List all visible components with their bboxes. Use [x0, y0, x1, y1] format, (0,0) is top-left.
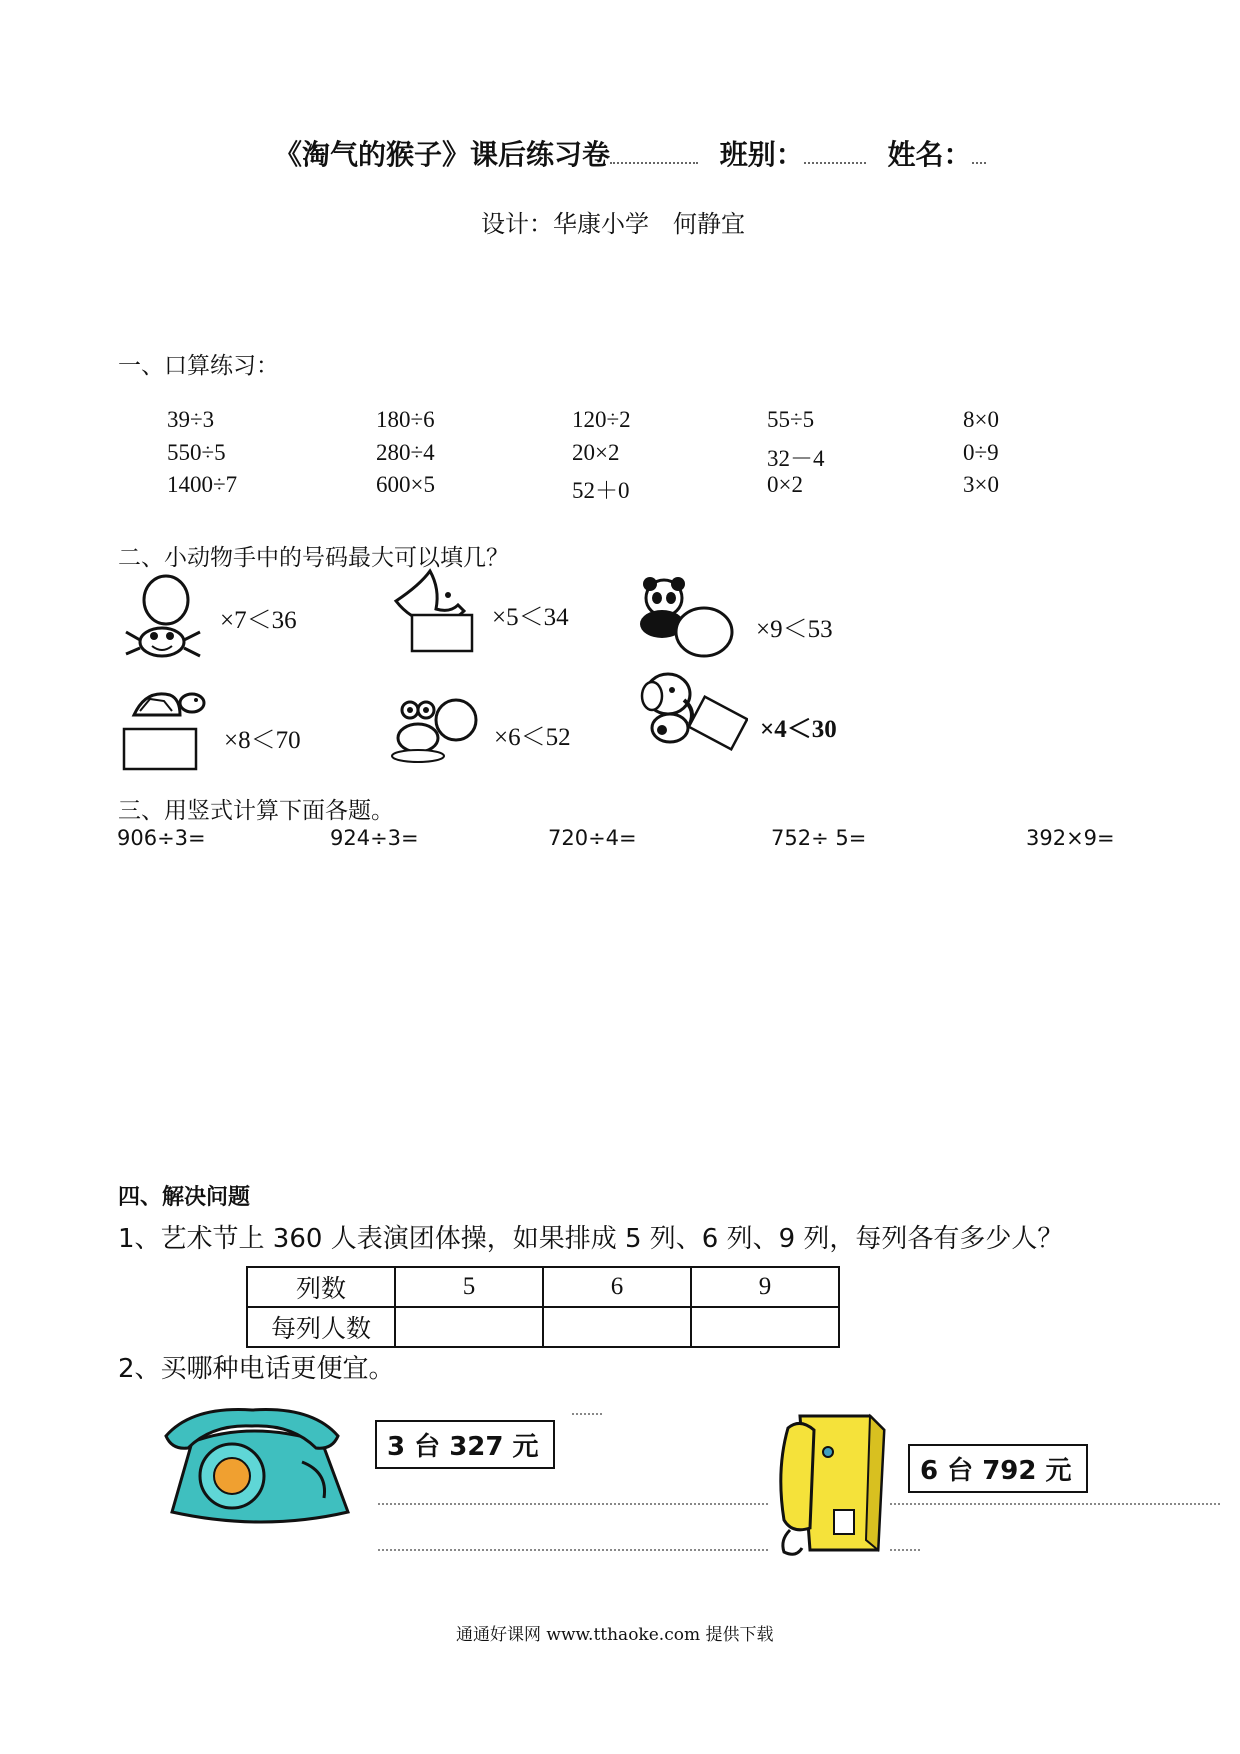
vertical-calc-item: 392×9=: [1026, 826, 1115, 850]
inequality: ×5＜34: [492, 604, 569, 631]
answer-cell: [691, 1307, 839, 1347]
vertical-calc-item: 924÷3=: [330, 826, 419, 850]
section2-heading: 二、小动物手中的号码最大可以填几？: [118, 545, 509, 571]
footer-text: 通通好课网 www.tthaoke.com 提供下载: [456, 1625, 774, 1645]
section3-heading: 三、用竖式计算下面各题。: [118, 798, 394, 824]
designer-line: 设计：华康小学 何静宜: [481, 210, 745, 238]
frog-icon: [390, 696, 480, 764]
rotary-phone-icon: [152, 1402, 356, 1532]
table-cell: 5: [395, 1267, 543, 1307]
calc-item: 55÷5: [767, 407, 815, 432]
inequality: ×6＜52: [494, 724, 571, 751]
class-label: 班别：: [719, 138, 804, 171]
calc-item: 120÷2: [572, 407, 631, 432]
answer-line: [890, 1502, 1220, 1505]
elephant-icon: [638, 670, 748, 770]
inequality: ×4＜30: [760, 716, 837, 743]
question-2: 2、买哪种电话更便宜。: [118, 1354, 395, 1384]
crab-icon: [122, 570, 204, 664]
title-text: 《淘气的猴子》课后练习卷: [274, 138, 611, 171]
table-cell: 9: [691, 1267, 839, 1307]
answer-table: [246, 1266, 840, 1348]
question-1: 1、艺术节上 360 人表演团体操，如果排成 5 列、6 列、9 列，每列各有多少人？: [118, 1224, 1064, 1254]
section4-heading: 四、解决问题: [118, 1185, 251, 1210]
calc-item: 39÷3: [167, 407, 215, 432]
inequality: ×8＜70: [224, 727, 301, 754]
blank-dots: [610, 161, 698, 164]
answer-cell: [543, 1307, 691, 1347]
price-box-2: 6 台 792 元: [908, 1444, 1088, 1493]
calc-item: 550÷5: [167, 440, 226, 465]
vertical-calc-item: 906÷3=: [117, 826, 206, 850]
calc-item: 0×2: [767, 472, 803, 497]
answer-line: [572, 1412, 602, 1415]
calc-item: 8×0: [963, 407, 999, 432]
vertical-calc-item: 720÷4=: [548, 826, 637, 850]
calc-item: 20×2: [572, 440, 620, 465]
calc-item: 32－4: [767, 446, 825, 471]
section1-heading: 一、口算练习：: [118, 353, 279, 379]
vertical-calc-item: 752÷ 5=: [771, 826, 867, 850]
answer-line: [378, 1502, 768, 1505]
calc-item: 0÷9: [963, 440, 999, 465]
table-cell: 每列人数: [247, 1307, 395, 1347]
class-blank: [804, 161, 866, 164]
answer-cell: [395, 1307, 543, 1347]
inequality: ×7＜36: [220, 607, 297, 634]
wall-phone-icon: [770, 1410, 888, 1560]
name-blank: [972, 161, 986, 164]
calc-item: 1400÷7: [167, 472, 238, 497]
calc-item: 180÷6: [376, 407, 435, 432]
answer-line: [378, 1548, 768, 1551]
page-title: [274, 133, 986, 173]
table-cell: 6: [543, 1267, 691, 1307]
price-box-1: 3 台 327 元: [375, 1420, 555, 1469]
turtle-icon: [120, 685, 212, 773]
calc-item: 52＋0: [572, 478, 630, 503]
calc-item: 3×0: [963, 472, 999, 497]
name-label: 姓名：: [887, 138, 972, 171]
table-cell: 列数: [247, 1267, 395, 1307]
table-row: [247, 1267, 839, 1307]
calc-item: 280÷4: [376, 440, 435, 465]
inequality: ×9＜53: [756, 616, 833, 643]
answer-line: [890, 1548, 920, 1551]
table-row: [247, 1307, 839, 1347]
bird-icon: [390, 565, 480, 655]
calc-item: 600×5: [376, 472, 435, 497]
panda-icon: [634, 576, 736, 658]
